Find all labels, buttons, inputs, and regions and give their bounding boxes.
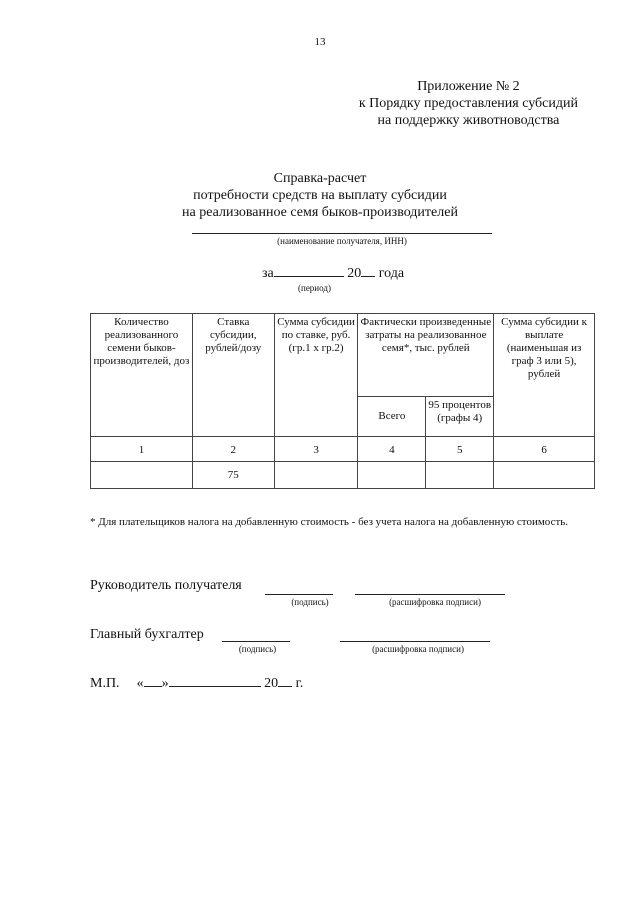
cell-doses[interactable] [91,462,193,489]
calculation-table [90,313,595,489]
header-sum-by-rate: Сумма субсидии по ставке, руб. (гр.1 х гр.2) [274,314,358,437]
period-suffix: года [378,266,405,281]
table-number-row [91,437,595,462]
period-line [262,264,404,282]
header-subsidy-payable: Сумма субсидии к выплате (наименьшая из граф 3 или 5), рублей [494,314,595,437]
stamp-date-line [90,674,303,692]
head-signature-line[interactable] [265,594,333,595]
cell-sum-by-rate[interactable] [274,462,358,489]
appendix-line-3: на поддержку животноводства [377,113,560,128]
date-year-suffix: г. [295,676,304,691]
recipient-hint: (наименование получателя, ИНН) [277,236,407,246]
recipient-blank-line [192,233,492,234]
header-total: Всего [358,397,426,437]
period-blank [274,264,344,277]
head-decode-line[interactable] [355,594,505,595]
appendix-line-1: Приложение № 2 [417,79,520,94]
title-line-1: Справка-расчет [273,171,367,186]
date-month-blank[interactable] [169,674,261,687]
cell-95-percent[interactable] [426,462,494,489]
date-close-quote: » [161,676,169,691]
accountant-signature-hint: (подпись) [238,644,277,654]
accountant-label: Главный бухгалтер [90,627,204,642]
cell-rate[interactable]: 75 [192,462,274,489]
col-number: 1 [91,437,193,462]
date-year-prefix: 20 [264,676,279,691]
footnote: * Для плательщиков налога на добавленную стоимость - без учета налога на добавленную стоимость. [90,516,569,528]
appendix-block [359,78,578,129]
cell-total[interactable] [358,462,426,489]
date-year-blank[interactable] [278,674,292,687]
table-row [91,462,595,489]
table-header-row [91,314,595,397]
col-number: 2 [192,437,274,462]
title-line-2: потребности средств на выплату субсидии [193,188,447,203]
appendix-line-2: к Порядку предоставления субсидий [358,96,578,111]
document-title [0,170,640,221]
accountant-signature-line[interactable] [222,641,290,642]
title-line-3: на реализованное семя быков-производителей [182,205,458,220]
col-number: 4 [358,437,426,462]
head-decode-hint: (расшифровка подписи) [389,597,481,607]
period-prefix: за [262,266,274,281]
header-actual-costs: Фактически произведенные затраты на реализованное семя*, тыс. рублей [358,314,494,397]
date-open-quote: « [136,676,144,691]
period-hint: (период) [298,283,331,293]
col-number: 5 [426,437,494,462]
period-year-prefix: 20 [347,266,362,281]
col-number: 3 [274,437,358,462]
cell-subsidy-payable[interactable] [494,462,595,489]
header-95-percent: 95 процентов (графы 4) [426,397,494,437]
head-signature-hint: (подпись) [291,597,329,607]
period-year-blank [361,264,375,277]
header-doses: Количество реализованного семени быков-производителей, доз [91,314,193,437]
stamp-mp: М.П. [90,676,120,691]
date-day-blank[interactable] [144,674,162,687]
header-rate: Ставка субсидии, рублей/дозу [192,314,274,437]
accountant-decode-hint: (расшифровка подписи) [372,644,464,654]
head-label: Руководитель получателя [90,578,242,593]
col-number: 6 [494,437,595,462]
page-number: 13 [314,36,326,48]
accountant-decode-line[interactable] [340,641,490,642]
